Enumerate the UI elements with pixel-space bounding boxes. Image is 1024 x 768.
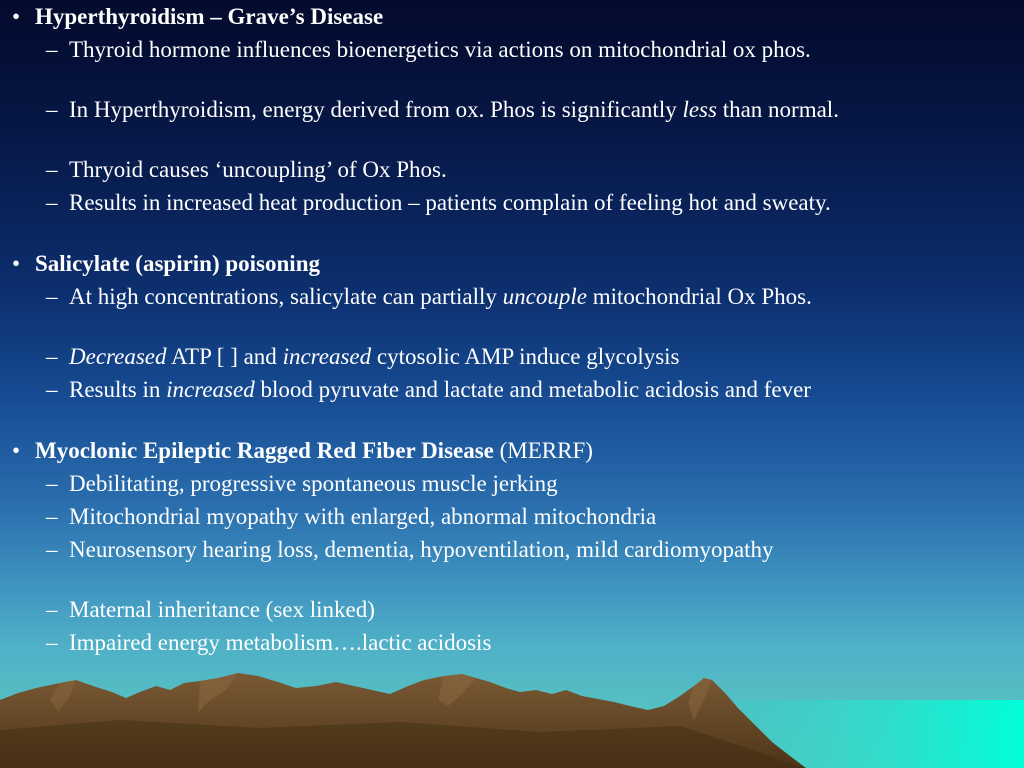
item-text-italic: increased: [282, 344, 372, 369]
item-text: At high concentrations, salicylate can partially: [69, 284, 503, 309]
bullet-icon: •: [12, 438, 21, 463]
item-text: than normal.: [716, 97, 839, 122]
section-heading-text: Myoclonic Epileptic Ragged Red Fiber Disease: [35, 438, 494, 463]
bullet-icon: •: [12, 4, 21, 29]
list-item: [69, 190, 914, 217]
item-text-italic: Decreased: [69, 344, 167, 369]
dash-icon: –: [46, 537, 58, 562]
dash-icon: –: [46, 630, 58, 655]
item-text: cytosolic AMP induce glycolysis: [371, 344, 680, 369]
dash-icon: –: [46, 97, 58, 122]
item-text: Results in: [69, 377, 167, 402]
list-item: [69, 504, 914, 531]
dash-icon: –: [46, 504, 58, 529]
dash-icon: –: [46, 344, 58, 369]
list-item: [69, 597, 914, 624]
item-text: ATP [ ] and: [166, 344, 283, 369]
item-text: Mitochondrial myopathy with enlarged, abnormal mitochondria: [69, 504, 657, 529]
dash-icon: –: [46, 190, 58, 215]
dash-icon: –: [46, 597, 58, 622]
section-heading: Salicylate (aspirin) poisoning: [35, 251, 320, 276]
list-item: [69, 630, 914, 657]
list-item: [69, 37, 914, 64]
dash-icon: –: [46, 37, 58, 62]
list-item: [69, 537, 914, 564]
list-item: [69, 157, 914, 184]
section-heading: Hyperthyroidism – Grave’s Disease: [35, 4, 384, 29]
dash-icon: –: [46, 377, 58, 402]
item-text-italic: less: [682, 97, 717, 122]
item-text: Debilitating, progressive spontaneous muscle jerking: [69, 471, 558, 496]
list-item: [69, 377, 914, 404]
list-item: [69, 344, 914, 371]
item-text: Thyroid hormone influences bioenergetics via actions on mitochondrial ox phos.: [69, 37, 811, 62]
list-item: [69, 471, 914, 498]
bullet-icon: •: [12, 251, 21, 276]
item-text-italic: uncouple: [502, 284, 587, 309]
item-text: In Hyperthyroidism, energy derived from ox. Phos is significantly: [69, 97, 683, 122]
item-text: Maternal inheritance (sex linked): [69, 597, 375, 622]
item-text-italic: increased: [166, 377, 255, 402]
item-text: Neurosensory hearing loss, dementia, hypoventilation, mild cardiomyopathy: [69, 537, 774, 562]
section-heading-suffix: (MERRF): [493, 438, 593, 463]
list-item: [69, 97, 914, 124]
section-heading: [35, 438, 935, 464]
item-text: mitochondrial Ox Phos.: [586, 284, 812, 309]
list-item: [69, 284, 914, 311]
dash-icon: –: [46, 471, 58, 496]
item-text: blood pyruvate and lactate and metabolic acidosis and fever: [254, 377, 811, 402]
item-text: Impaired energy metabolism….lactic acidosis: [69, 630, 492, 655]
item-text: Thryoid causes ‘uncoupling’ of Ox Phos.: [69, 157, 447, 182]
dash-icon: –: [46, 284, 58, 309]
dash-icon: –: [46, 157, 58, 182]
item-text: Results in increased heat production – patients complain of feeling hot and sweaty.: [69, 190, 831, 215]
